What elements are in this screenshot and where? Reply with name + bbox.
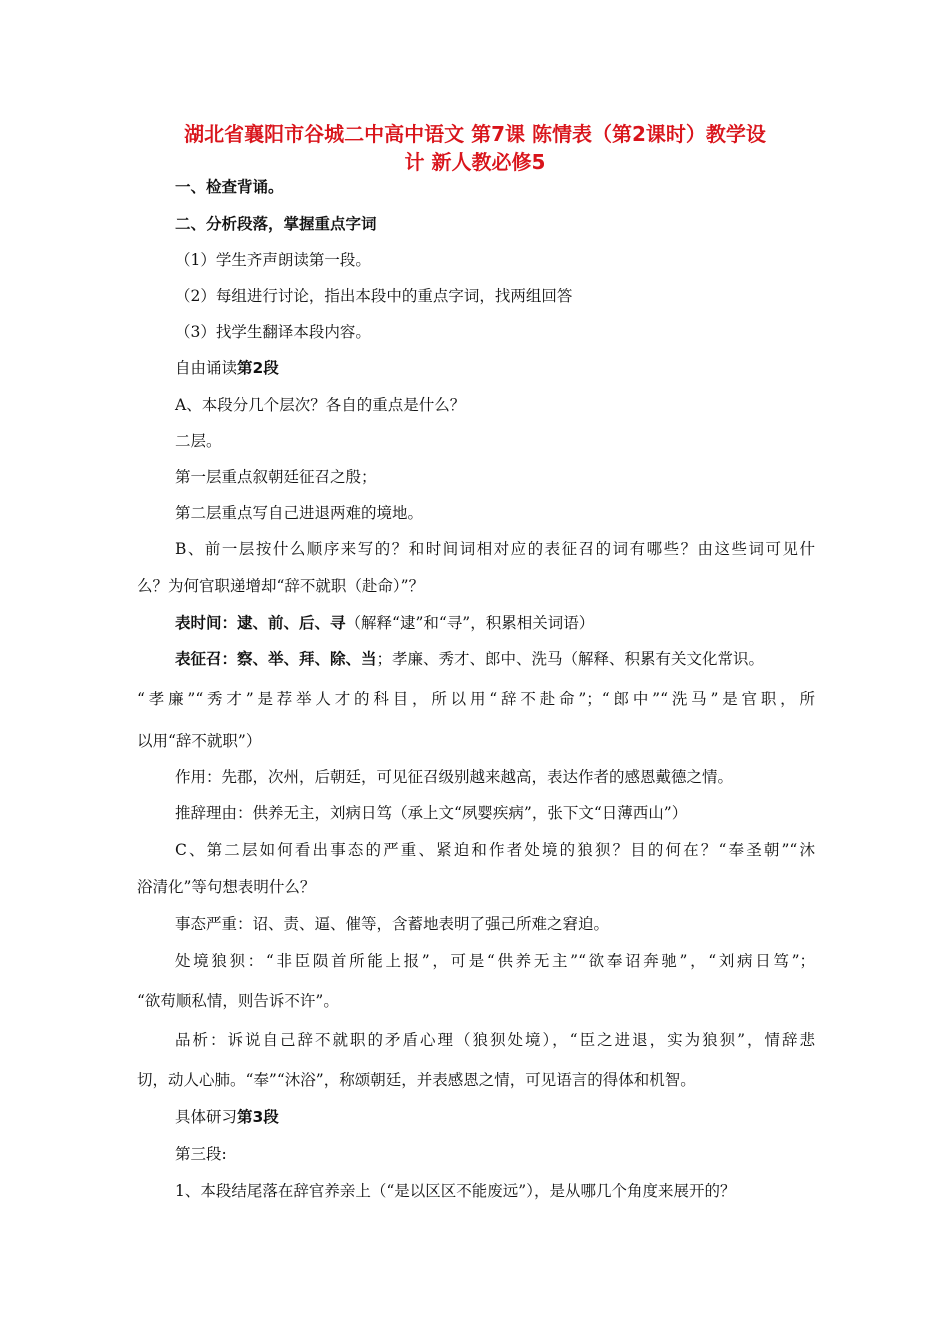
text-run: 自由诵读 (175, 359, 238, 377)
document-title (120, 120, 830, 176)
text-run-bold: 表征召：察、举、拜、除、当 (175, 650, 377, 668)
paragraph-line: C、第二层如何看出事态的严重、紧迫和作者处境的狼狈？目的何在？“奉圣朝”“沐 (175, 841, 815, 859)
paragraph-line: （3）找学生翻译本段内容。 (175, 323, 371, 341)
paragraph-line: 推辞理由：供养无主，刘病日笃（承上文“夙婴疾病”，张下文“日薄西山”） (175, 804, 688, 822)
paragraph-line (175, 357, 279, 379)
text-run-bold: 第3段 (237, 1108, 279, 1126)
paragraph-line: 事态严重：诏、责、逼、催等，含蓄地表明了强己所难之窘迫。 (175, 915, 610, 933)
title-line-2: 计 新人教必修5 (404, 150, 546, 174)
paragraph-line: 第二层重点写自己进退两难的境地。 (175, 504, 424, 522)
text-run: 具体研习 (175, 1108, 238, 1126)
paragraph-line: 么？为何官职递增却“辞不就职（赴命）”？ (137, 577, 425, 595)
paragraph-line: “欲苟顺私情，则告诉不许”。 (137, 992, 339, 1010)
paragraph-line: 浴清化”等句想表明什么？ (137, 878, 316, 896)
paragraph-line (175, 1106, 279, 1128)
title-line-1: 湖北省襄阳市谷城二中高中语文 第7课 陈情表（第2课时）教学设 (184, 122, 766, 146)
paragraph-line: 二层。 (175, 432, 222, 450)
paragraph-line: 1、本段结尾落在辞官养亲上（“是以区区不能废远”），是从哪几个角度来展开的？ (175, 1182, 736, 1200)
text-run: ；孝廉、秀才、郎中、洗马（解释、积累有关文化常识。 (376, 650, 765, 668)
paragraph-line: （2）每组进行讨论，指出本段中的重点字词，找两组回答 (175, 287, 573, 305)
paragraph-line: A、本段分几个层次？各自的重点是什么？ (175, 396, 466, 414)
section-heading-recite: 一、检查背诵。 (175, 178, 284, 196)
paragraph-line: 切，动人心肺。“奉”“沐浴”，称颂朝廷，并表感恩之情，可见语言的得体和机智。 (137, 1071, 696, 1089)
paragraph-line (175, 612, 594, 634)
paragraph-line: （1）学生齐声朗读第一段。 (175, 251, 371, 269)
text-run-bold: 第2段 (237, 359, 279, 377)
section-heading-analyze: 二、分析段落，掌握重点字词 (175, 215, 377, 233)
paragraph-line: 第三段: (175, 1145, 227, 1163)
paragraph-line: “孝廉”“秀才”是荐举人才的科目，所以用“辞不赴命”；“郎中”“洗马”是官职，所 (137, 690, 815, 708)
paragraph-line: 第一层重点叙朝廷征召之殷； (175, 468, 377, 486)
paragraph-line: B、前一层按什么顺序来写的？和时间词相对应的表征召的词有哪些？由这些词可见什 (175, 540, 815, 558)
paragraph-line: 品析：诉说自己辞不就职的矛盾心理（狼狈处境），“臣之进退，实为狼狈”，情辞悲 (175, 1031, 815, 1049)
paragraph-line: 以用“辞不就职”） (137, 732, 262, 750)
paragraph-line (175, 648, 764, 670)
text-run-bold: 表时间：逮、前、后、寻 (175, 614, 346, 632)
paragraph-line: 处境狼狈：“非臣陨首所能上报”，可是“供养无主”“欲奉诏奔驰”，“刘病日笃”； (175, 952, 815, 970)
paragraph-line: 作用：先郡，次州，后朝廷，可见征召级别越来越高，表达作者的感恩戴德之情。 (175, 768, 734, 786)
text-run: （解释“逮”和“寻”，积累相关词语） (345, 614, 595, 632)
